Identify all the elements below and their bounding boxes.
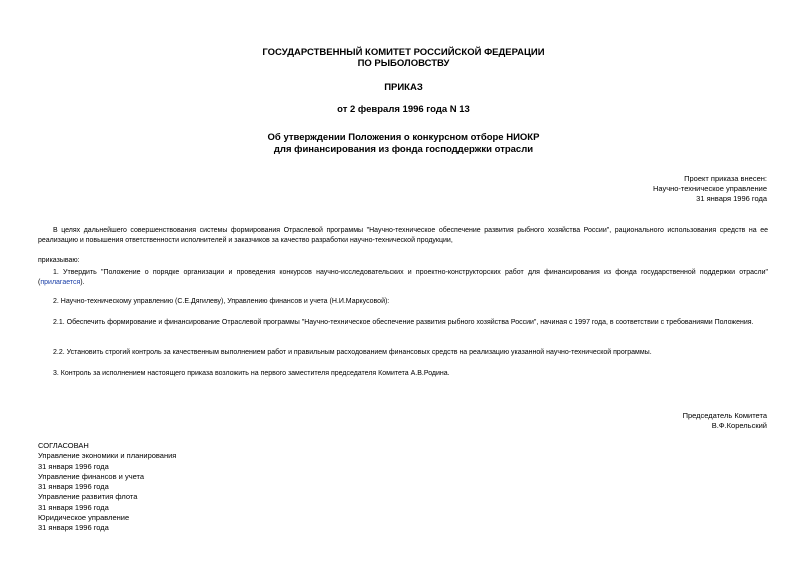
doc-title-line1: Об утверждении Положения о конкурсном отборе НИОКР: [267, 132, 540, 143]
attachment-link[interactable]: прилагается: [40, 279, 81, 286]
item-2-2-paragraph: 2.2. Установить строгий контроль за качественным выполнением работ и правильным расходованием финансовых средств на реализацию указанной научно-технической программы.: [53, 349, 652, 356]
item-2-1-paragraph: 2.1. Обеспечить формирование и финансирование Отраслевой программы "Научно-техническое обеспечение развития рыбного хозяйства России", начиная с 1997 года, в соответствии с требованиями Положения.: [53, 319, 754, 326]
preamble-paragraph: В целях дальнейшего совершенствования системы формирования Отраслевой программы "Научно-техническое обеспечение развития рыбного хозяйства России", рационального использования средств на ее реализацию и повышения ответственности исполнителей и заказчиков за качество разработки научно-технической продукции,: [38, 227, 768, 244]
signature-position: Председатель Комитета: [682, 411, 767, 420]
agreed-line: 31 января 1996 года: [38, 523, 109, 533]
agreed-line: 31 января 1996 года: [38, 502, 109, 512]
signature-name: В.Ф.Корельский: [711, 421, 767, 430]
org-name-line1: ГОСУДАРСТВЕННЫЙ КОМИТЕТ РОССИЙСКОЙ ФЕДЕРАЦИИ: [262, 47, 545, 58]
doc-date-number: от 2 февраля 1996 года N 13: [337, 104, 470, 115]
order-word: приказываю:: [38, 257, 80, 264]
agreed-line: Управление экономики и планирования: [38, 451, 177, 461]
agreed-heading: СОГЛАСОВАН: [38, 441, 89, 450]
agreed-line: 31 января 1996 года: [38, 482, 109, 492]
item-3-paragraph: 3. Контроль за исполнением настоящего приказа возложить на первого заместителя председателя Комитета А.В.Родина.: [53, 370, 450, 377]
item-1-text: 1. Утвердить "Положение о порядке организации и проведения конкурсов научно-исследовательских и проектно-конструкторских работ для финансирования из фонда государственной поддержки отрасли" (: [38, 269, 768, 286]
item-1-paragraph: [38, 268, 768, 288]
agreed-line: Юридическое управление: [38, 513, 130, 523]
doc-title-line2: для финансирования из фонда господдержки отрасли: [273, 144, 534, 155]
submitted-line1: Проект приказа внесен:: [684, 174, 767, 183]
org-name-line2: ПО РЫБОЛОВСТВУ: [357, 58, 450, 69]
agreed-line: Управление финансов и учета: [38, 471, 145, 481]
doc-type: ПРИКАЗ: [384, 82, 423, 93]
signature-block: [683, 411, 767, 431]
submitted-line2: Научно-техническое управление: [652, 184, 767, 193]
agreed-line: 31 января 1996 года: [38, 461, 109, 471]
submitted-line3: 31 января 1996 года: [696, 194, 767, 203]
agreed-line: Управление развития флота: [38, 492, 138, 502]
submitted-block: [653, 174, 767, 204]
item-1-end: ).: [80, 279, 85, 286]
agreed-block: [38, 441, 176, 534]
item-2-paragraph: 2. Научно-техническому управлению (С.Е.Дягилеву), Управлению финансов и учета (Н.И.Маркусовой):: [53, 298, 390, 305]
